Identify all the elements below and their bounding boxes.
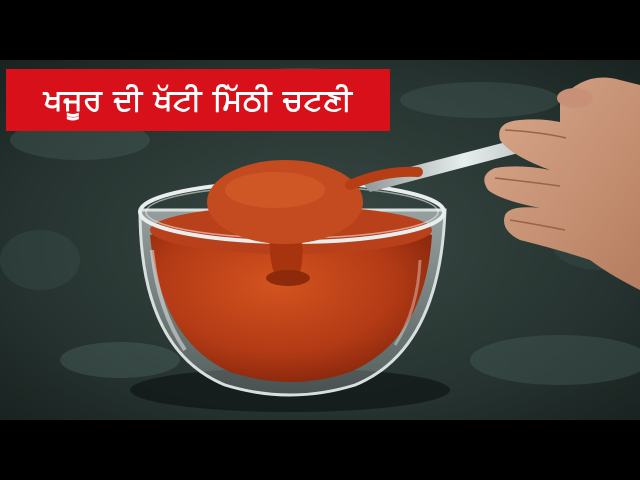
title-text: ਖਜੂਰ ਦੀ ਖੱਟੀ ਮਿੱਠੀ ਚਟਣੀ [43, 82, 353, 118]
letterbox-bottom [0, 420, 640, 480]
title-banner [6, 69, 390, 131]
letterbox-top [0, 0, 640, 60]
